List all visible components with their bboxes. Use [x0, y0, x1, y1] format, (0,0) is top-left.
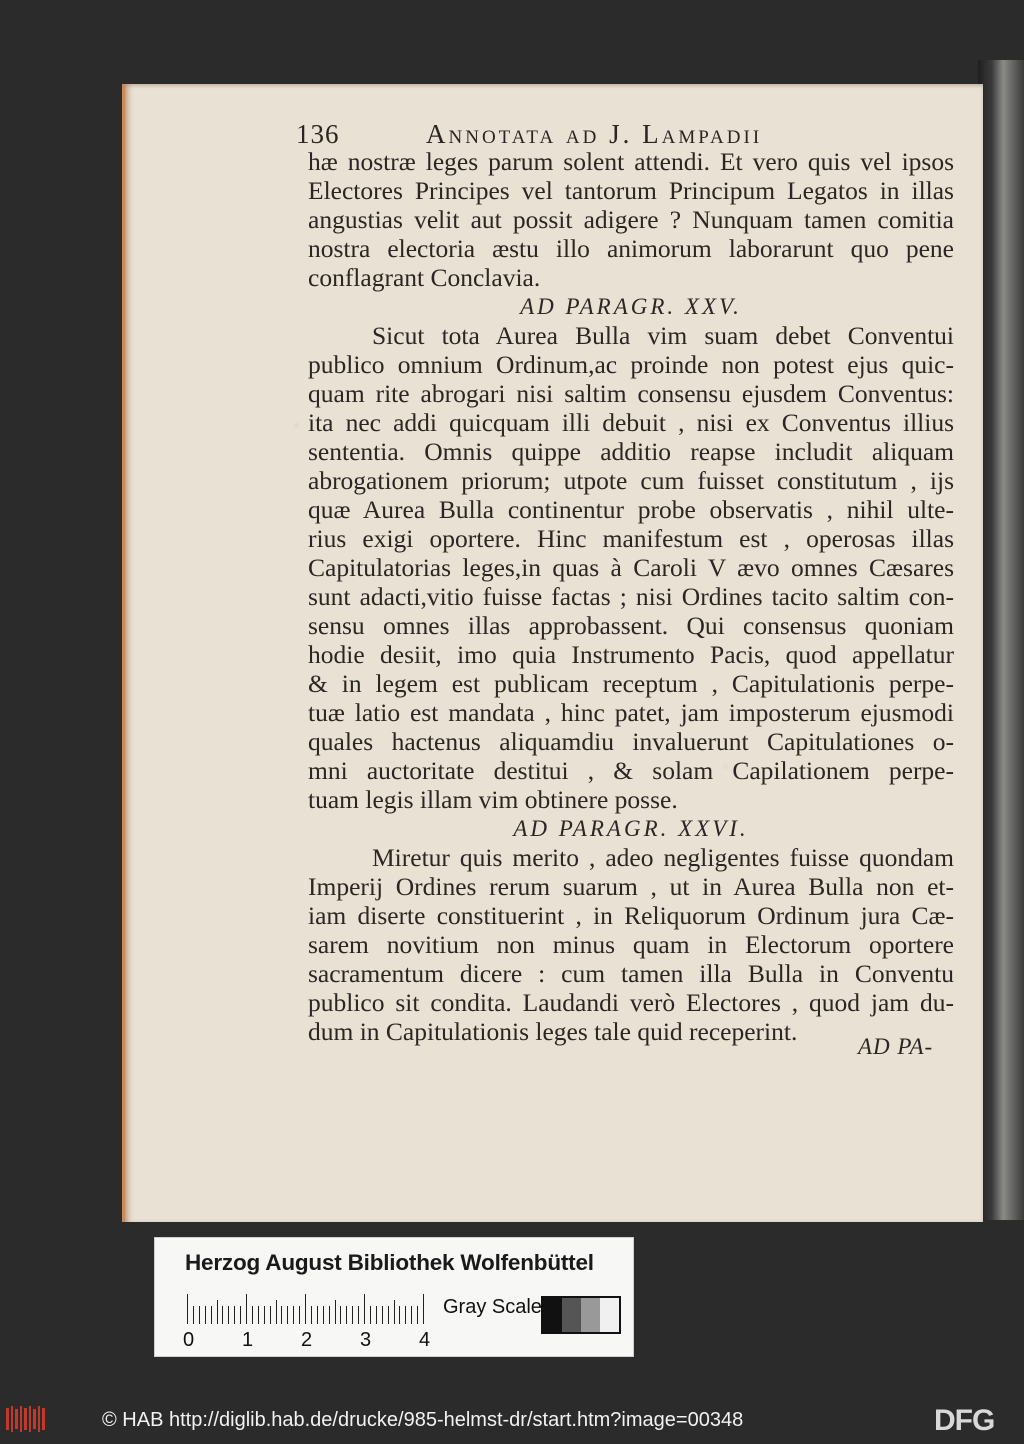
- ruler-tick: [376, 1306, 377, 1324]
- text-line: angustias velit aut possit adigere ? Nunquam tamen comitia: [308, 205, 954, 234]
- ruler-tick: [423, 1294, 424, 1324]
- text-line: Sicut tota Aurea Bulla vim suam debet Conventui: [372, 321, 954, 350]
- ruler-tick: [340, 1306, 341, 1324]
- ruler-tick: [388, 1306, 389, 1324]
- ruler-tick: [281, 1306, 282, 1324]
- text-line: Miretur quis merito , adeo negligentes fuisse quondam: [372, 843, 954, 872]
- running-head: [296, 115, 936, 151]
- paragraph-3: [308, 843, 954, 1046]
- catchword: AD PA-: [858, 1034, 934, 1059]
- ruler-tick: [417, 1306, 418, 1324]
- ruler-tick: [358, 1306, 359, 1324]
- text-line: tuam legis illam vim obtinere posse.: [308, 785, 678, 814]
- gray-swatch: [562, 1298, 581, 1332]
- ruler-number: 0: [183, 1329, 195, 1351]
- gray-swatch: [600, 1298, 619, 1332]
- ruler-tick: [252, 1306, 253, 1324]
- text-line: abrogationem priorum; utpote cum fuisset constitutum , ijs: [308, 466, 954, 495]
- text-line: ita nec addi quicquam illi debuit , nisi ex Conventus illius: [308, 408, 954, 437]
- text-line: nostra electoria æstu illo animorum laborarunt quo pene: [308, 234, 954, 263]
- text-line: sarem novitium non minus quam in Electorum oportere: [308, 930, 954, 959]
- gray-scale-swatches: [541, 1296, 621, 1334]
- text-line: Electores Principes vel tantorum Principum Legatos in illas: [308, 176, 954, 205]
- ruler-number: 1: [242, 1329, 254, 1351]
- ruler-tick: [228, 1306, 229, 1324]
- text-line: quales hactenus aliquamdiu invaluerunt Capitulationes o-: [308, 727, 954, 756]
- gray-swatch: [543, 1298, 562, 1332]
- text-line: & in legem est publicam receptum , Capitulationis perpe-: [308, 669, 954, 698]
- text-line: sententia. Omnis quippe additio reapse includit aliquam: [308, 437, 954, 466]
- text-line: hæ nostræ leges parum solent attendi. Et vero quis vel ipsos: [308, 147, 954, 176]
- library-name: Herzog August Bibliothek Wolfenbüttel: [185, 1250, 594, 1275]
- ruler-tick: [240, 1306, 241, 1324]
- ruler-number: 2: [301, 1329, 313, 1351]
- text-line: tuæ latio est mandata , hinc patet, jam imposterum ejusmodi: [308, 698, 954, 727]
- text-line: rius exigi oportere. Hinc manifestum est , operosas illas: [308, 524, 954, 553]
- text-line: sacramentum dicere : cum tamen illa Bulla in Conventu: [308, 959, 954, 988]
- ruler-tick: [335, 1300, 336, 1324]
- ruler-tick: [270, 1306, 271, 1324]
- gray-scale-label: Gray Scale: [443, 1296, 542, 1318]
- ruler-tick: [222, 1306, 223, 1324]
- ruler-tick: [293, 1306, 294, 1324]
- text-line: Capitulatorias leges,in quas à Caroli V ævo omnes Cæsares: [308, 553, 954, 582]
- ruler-tick: [193, 1306, 194, 1324]
- ruler-tick: [211, 1306, 212, 1324]
- section-heading-xxv: AD PARAGR. XXV.: [520, 294, 742, 319]
- text-line: mni auctoritate destitui , & solam Capilationem perpe-: [308, 756, 954, 785]
- text-line: hodie desiit, imo quia Instrumento Pacis, quod appellatur: [308, 640, 954, 669]
- ruler-tick: [276, 1300, 277, 1324]
- ruler-tick: [264, 1306, 265, 1324]
- text-line: Imperij Ordines rerum suarum , ut in Aurea Bulla non et-: [308, 872, 954, 901]
- paragraph-2: [308, 321, 954, 814]
- ruler-number: 3: [360, 1329, 372, 1351]
- page-number: 136: [296, 119, 340, 149]
- ruler-tick: [399, 1306, 400, 1324]
- ruler-tick: [258, 1306, 259, 1324]
- copyright-url[interactable]: © HAB http://diglib.hab.de/drucke/985-helmst-dr/start.htm?image=00348: [102, 1409, 744, 1431]
- page-body: [308, 147, 954, 1046]
- paragraph-1: [308, 147, 954, 292]
- ruler-tick: [411, 1306, 412, 1324]
- ruler-tick: [323, 1306, 324, 1324]
- ruler-tick: [317, 1306, 318, 1324]
- ruler-tick: [299, 1306, 300, 1324]
- ruler-tick: [205, 1306, 206, 1324]
- text-line: quam rite abrogari nisi saltim consensu ejusdem Conventus:: [308, 379, 954, 408]
- library-label: [154, 1237, 634, 1357]
- ruler-tick: [346, 1306, 347, 1324]
- text-line: sunt adacti,vitio fuisse factas ; nisi Ordines tacito saltim con-: [308, 582, 954, 611]
- text-line: dum in Capitulationis leges tale quid receperint.: [308, 1017, 798, 1046]
- ruler-tick: [187, 1294, 188, 1324]
- ruler-tick: [217, 1300, 218, 1324]
- barcode-logo-icon: [6, 1406, 46, 1432]
- ruler-tick: [199, 1306, 200, 1324]
- text-line: iam diserte constituerint , in Reliquorum Ordinum jura Cæ-: [308, 901, 954, 930]
- text-line: publico sit condita. Laudandi verò Electores , quod jam du-: [308, 988, 954, 1017]
- dfg-logo: DFG: [934, 1404, 995, 1437]
- footer-bar: [0, 1392, 1024, 1444]
- text-line: sensu omnes illas approbassent. Qui consensus quoniam: [308, 611, 954, 640]
- ruler-tick: [305, 1294, 306, 1324]
- text-line: quæ Aurea Bulla continentur probe observatis , nihil ulte-: [308, 495, 954, 524]
- ruler-tick: [234, 1306, 235, 1324]
- ruler-tick: [329, 1306, 330, 1324]
- gray-swatch: [581, 1298, 600, 1332]
- measure-ruler: [187, 1294, 423, 1324]
- ruler-number: 4: [419, 1329, 431, 1351]
- ruler-tick: [246, 1294, 247, 1324]
- ruler-tick: [352, 1306, 353, 1324]
- next-leaf-edge: [978, 60, 1024, 1220]
- ruler-tick: [364, 1294, 365, 1324]
- ruler-tick: [394, 1300, 395, 1324]
- text-line: conflagrant Conclavia.: [308, 263, 541, 292]
- section-heading-xxvi: AD PARAGR. XXVI.: [513, 816, 749, 841]
- ruler-tick: [382, 1306, 383, 1324]
- ruler-tick: [405, 1306, 406, 1324]
- ruler-tick: [370, 1306, 371, 1324]
- ruler-tick: [311, 1306, 312, 1324]
- ruler-tick: [287, 1306, 288, 1324]
- text-line: publico omnium Ordinum,ac proinde non potest ejus quic-: [308, 350, 954, 379]
- running-title: Annotata ad J. Lampadii: [426, 119, 763, 149]
